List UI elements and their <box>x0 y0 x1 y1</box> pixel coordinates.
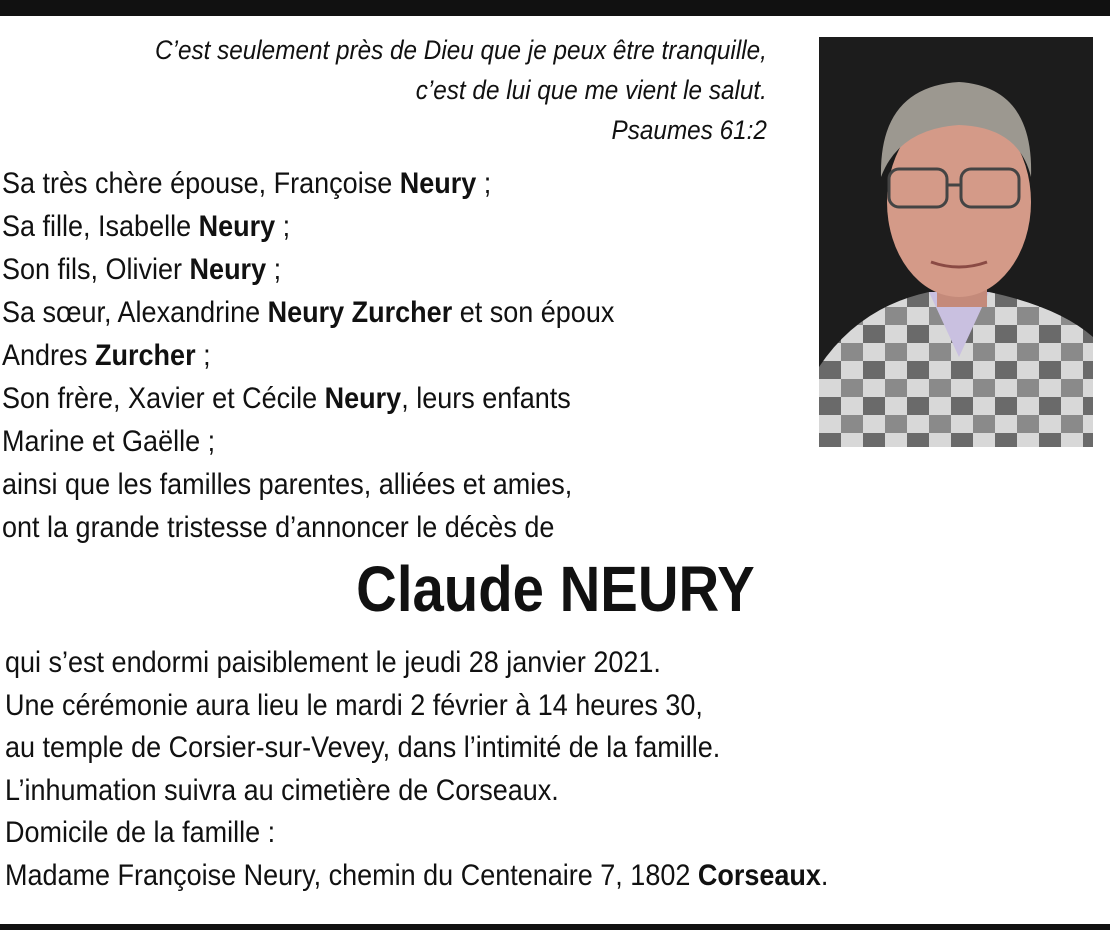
text-segment: ; <box>275 210 291 243</box>
text-segment: Andres <box>2 339 96 372</box>
text-line <box>5 770 828 813</box>
text-segment: Sa très chère épouse, Françoise <box>2 167 400 200</box>
text-segment: Son fils, Olivier <box>2 253 190 286</box>
text-segment: ; <box>195 339 211 372</box>
quote-reference: Psaumes 61:2 <box>611 115 767 145</box>
quote-line: C’est seulement près de Dieu que je peux être tranquille, <box>155 35 767 65</box>
text-segment: ; <box>476 167 492 200</box>
text-segment: et son époux <box>452 296 615 329</box>
bold-name: Neury Zurcher <box>267 296 453 329</box>
text-line <box>2 463 614 506</box>
family-announcement <box>2 162 682 549</box>
text-segment: ainsi que les familles parentes, alliées et amies, <box>2 468 573 501</box>
text-segment: Son frère, Xavier et Cécile <box>2 382 325 415</box>
text-segment: Marine et Gaëlle ; <box>2 425 216 458</box>
text-line <box>5 685 828 728</box>
text-line <box>2 248 614 291</box>
bold-name: Neury <box>198 210 276 243</box>
bold-name: Neury <box>399 167 477 200</box>
text-line <box>2 334 614 377</box>
top-border <box>0 0 1110 16</box>
text-line <box>5 812 828 855</box>
text-line <box>2 420 614 463</box>
text-segment: qui s’est endormi paisiblement le jeudi 28 janvier 2021. <box>5 646 661 679</box>
deceased-name <box>0 552 1110 626</box>
text-segment: ; <box>266 253 282 286</box>
bold-name: Corseaux <box>697 858 821 892</box>
text-segment: Sa sœur, Alexandrine <box>2 296 268 329</box>
bold-name: Neury <box>324 382 402 415</box>
text-line <box>5 642 828 685</box>
text-line <box>2 377 614 420</box>
text-line <box>2 162 614 205</box>
text-segment: L’inhumation suivra au cimetière de Corseaux. <box>5 773 559 807</box>
text-segment: , leurs enfants <box>401 382 571 415</box>
text-segment: Madame Françoise Neury, chemin du Centenaire 7, 1802 <box>5 858 698 892</box>
ceremony-details <box>5 642 920 897</box>
text-segment: Domicile de la famille : <box>5 816 276 849</box>
text-line <box>5 727 828 770</box>
bible-quote <box>87 30 767 150</box>
bold-name: Neury <box>189 253 267 286</box>
portrait-photo <box>819 37 1093 447</box>
text-segment: au temple de Corsier-sur-Vevey, dans l’intimité de la famille. <box>5 731 721 764</box>
text-line <box>2 205 614 248</box>
text-line <box>5 855 828 898</box>
bottom-border <box>0 924 1110 930</box>
text-segment: Sa fille, Isabelle <box>2 210 199 243</box>
bold-name: Zurcher <box>95 339 196 372</box>
text-segment: . <box>820 858 829 892</box>
quote-line: c’est de lui que me vient le salut. <box>415 75 767 105</box>
text-segment: ont la grande tristesse d’annoncer le décès de <box>2 511 555 544</box>
text-line <box>2 291 614 334</box>
deceased-name-text: Claude NEURY <box>355 553 755 625</box>
text-line <box>2 506 614 549</box>
text-segment: Une cérémonie aura lieu le mardi 2 février à 14 heures 30, <box>5 688 703 722</box>
